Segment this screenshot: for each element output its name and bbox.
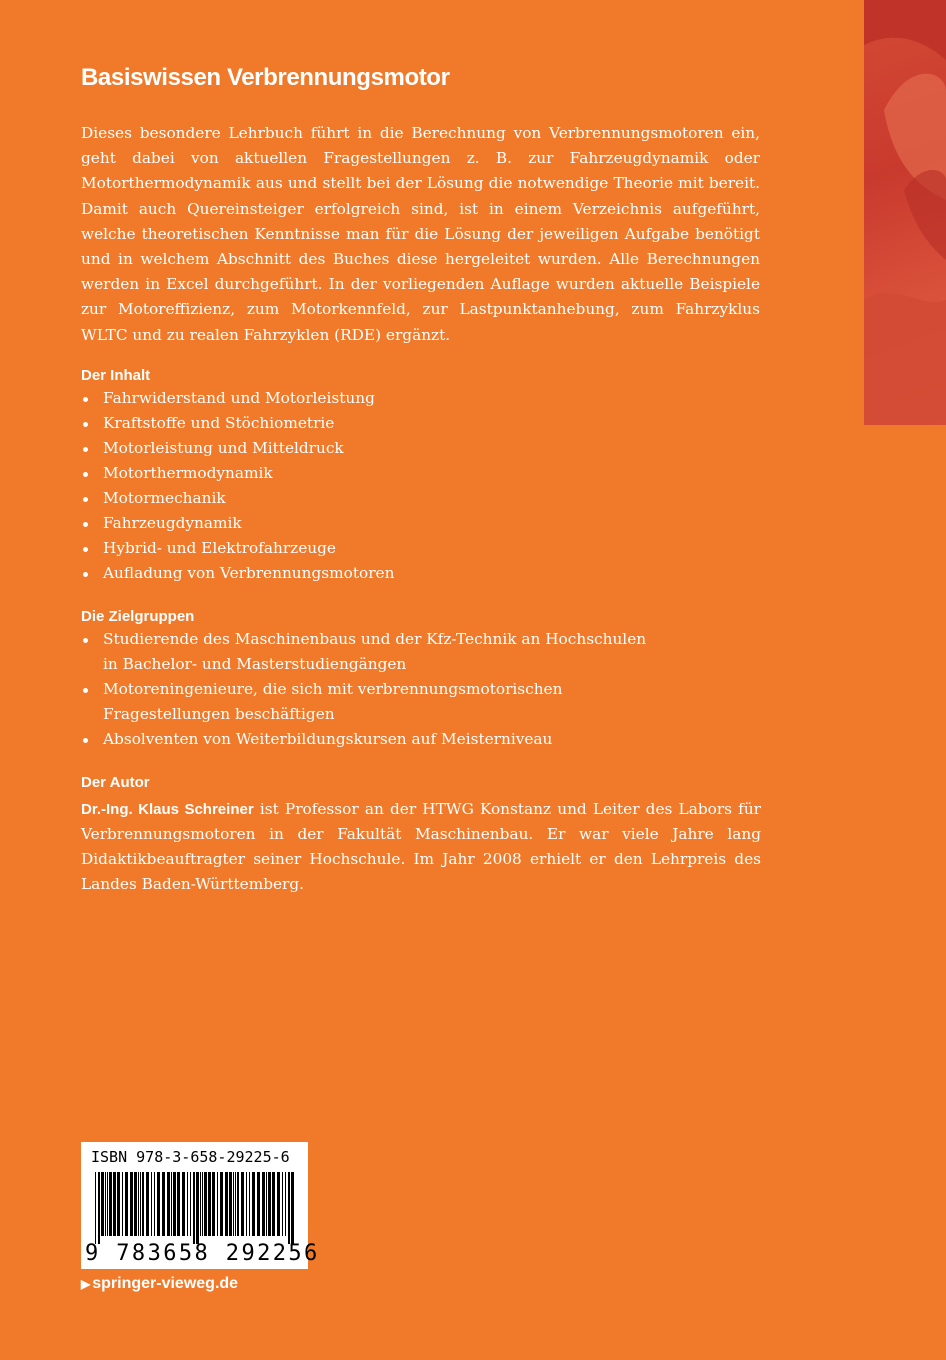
- barcode-bar: [208, 1172, 211, 1236]
- barcode-bar: [202, 1172, 203, 1236]
- barcode-bar: [107, 1172, 108, 1236]
- barcode-bars: [91, 1172, 298, 1244]
- barcode-bar: [134, 1172, 137, 1236]
- list-item: Fahrwiderstand und Motorleistung: [81, 386, 761, 411]
- barcode-bar: [220, 1172, 223, 1236]
- barcode-bar: [288, 1172, 290, 1244]
- audience-heading: Die Zielgruppen: [81, 608, 195, 625]
- barcode-bar: [266, 1172, 267, 1236]
- barcode-bar: [105, 1172, 106, 1236]
- list-item: Hybrid- und Elektrofahrzeuge: [81, 536, 761, 561]
- barcode-bar: [200, 1172, 201, 1236]
- list-item: Motorleistung und Mitteldruck: [81, 436, 761, 461]
- barcode-bar: [272, 1172, 275, 1236]
- isbn-label: ISBN 978-3-658-29225-6: [91, 1148, 290, 1166]
- barcode-bar: [151, 1172, 152, 1236]
- barcode-bar: [125, 1172, 128, 1236]
- list-item: Kraftstoffe und Stöchiometrie: [81, 411, 761, 436]
- list-item: Aufladung von Verbrennungsmotoren: [81, 561, 761, 586]
- barcode-bar: [171, 1172, 172, 1236]
- list-item: [81, 727, 761, 752]
- author-bio-text: ist Professor an der HTWG Konstanz und Leiter des Labors für Verbrennungsmotoren in der Fakultät Maschinenbau. Er war viele Jahre lang Didaktikbeauftragter seiner Hochschule. Im Jahr 2008 erhielt er den Lehrpreis des Landes Baden-Württemberg.: [81, 800, 761, 893]
- list-item: [81, 677, 761, 727]
- barcode-bar: [95, 1172, 96, 1244]
- audience-list: [81, 627, 761, 752]
- barcode-bar: [154, 1172, 155, 1236]
- barcode-bar: [98, 1172, 100, 1244]
- barcode-bar: [138, 1172, 139, 1236]
- play-arrow-icon: ▶: [81, 1277, 91, 1291]
- barcode-bar: [117, 1172, 120, 1236]
- barcode-bar: [252, 1172, 255, 1236]
- barcode-bar: [177, 1172, 180, 1236]
- barcode-bar: [262, 1172, 265, 1236]
- barcode-bar: [237, 1172, 239, 1236]
- barcode-bar: [130, 1172, 133, 1236]
- barcode-bar: [257, 1172, 260, 1236]
- barcode-bar: [277, 1172, 280, 1236]
- barcode-bar: [291, 1172, 294, 1244]
- barcode-bar: [282, 1172, 283, 1236]
- barcode-bar: [285, 1172, 286, 1236]
- list-item: Motormechanik: [81, 486, 761, 511]
- contents-heading: Der Inhalt: [81, 367, 151, 384]
- barcode-bar: [229, 1172, 232, 1236]
- barcode-bar: [235, 1172, 236, 1236]
- barcode-bar: [246, 1172, 247, 1236]
- publisher-link[interactable]: [81, 1275, 238, 1293]
- publisher-url: springer-vieweg.de: [92, 1275, 239, 1292]
- list-item-line: Absolventen von Weiterbildungskursen auf Meisterniveau: [103, 730, 553, 748]
- barcode-bar: [113, 1172, 116, 1236]
- barcode-bar: [190, 1172, 191, 1236]
- barcode-bar: [187, 1172, 188, 1236]
- book-description: Dieses besondere Lehrbuch führt in die Berechnung von Verbrennungsmotoren ein, geht dabei von aktuellen Fragestellungen z. B. zur Fahrzeugdynamik oder Motorthermodynamik aus und stellt bei der Lösung die notwendige Theorie mit bereit. Damit auch Quereinsteiger erfolgreich sind, ist in einem Verzeichnis aufgeführt, welche theoretischen Kenntnisse man für die Lösung der jeweiligen Aufgabe benötigt und in welchem Abschnitt des Buches diese hergeleitet wurden. Alle Berechnungen werden in Excel durchgeführt. In der vorliegenden Auflage wurden aktuelle Beispiele zur Motoreffizienz, zum Motorkennfeld, zur Lastpunktanhebung, zum Fahrzyklus WLTC und zu realen Fahrzyklen (RDE) ergänzt.: [81, 124, 760, 344]
- list-item: Fahrzeugdynamik: [81, 511, 761, 536]
- contents-list: [81, 386, 761, 586]
- list-item-line: Fragestellungen beschäftigen: [103, 705, 335, 723]
- barcode-bar: [241, 1172, 244, 1236]
- barcode-bar: [182, 1172, 185, 1236]
- list-item-line: Studierende des Maschinenbaus und der Kfz-Technik an Hochschulen: [103, 630, 647, 648]
- barcode-bar: [101, 1172, 104, 1236]
- list-item: [81, 627, 761, 677]
- ean-digits: 9 783658 292256: [85, 1241, 320, 1266]
- barcode-bar: [249, 1172, 250, 1236]
- barcode-bar: [193, 1172, 195, 1244]
- barcode-bar: [122, 1172, 123, 1236]
- isbn-barcode: [81, 1142, 320, 1269]
- author-name: Dr.-Ing. Klaus Schreiner: [81, 801, 254, 818]
- barcode-bar: [142, 1172, 144, 1236]
- author-bio: [81, 797, 761, 897]
- barcode-bar: [146, 1172, 149, 1236]
- barcode-bar: [196, 1172, 199, 1244]
- book-title: Basiswissen Verbrennungsmotor: [81, 64, 450, 91]
- barcode-bar: [225, 1172, 228, 1236]
- author-heading: Der Autor: [81, 774, 150, 791]
- barcode-bar: [167, 1172, 170, 1236]
- barcode-bar: [162, 1172, 165, 1236]
- cover-artwork: [864, 0, 946, 425]
- barcode-bar: [109, 1172, 112, 1236]
- barcode-bar: [204, 1172, 207, 1236]
- barcode-bar: [140, 1172, 141, 1236]
- barcode-bar: [212, 1172, 215, 1236]
- list-item-line: Motoreningenieure, die sich mit verbrennungsmotorischen: [103, 680, 563, 698]
- barcode-bar: [268, 1172, 271, 1236]
- barcode-bar: [233, 1172, 234, 1236]
- list-item: Motorthermodynamik: [81, 461, 761, 486]
- barcode-bar: [217, 1172, 218, 1236]
- barcode-bar: [157, 1172, 160, 1236]
- barcode-bar: [173, 1172, 176, 1236]
- list-item-line: in Bachelor- und Masterstudiengängen: [103, 655, 407, 673]
